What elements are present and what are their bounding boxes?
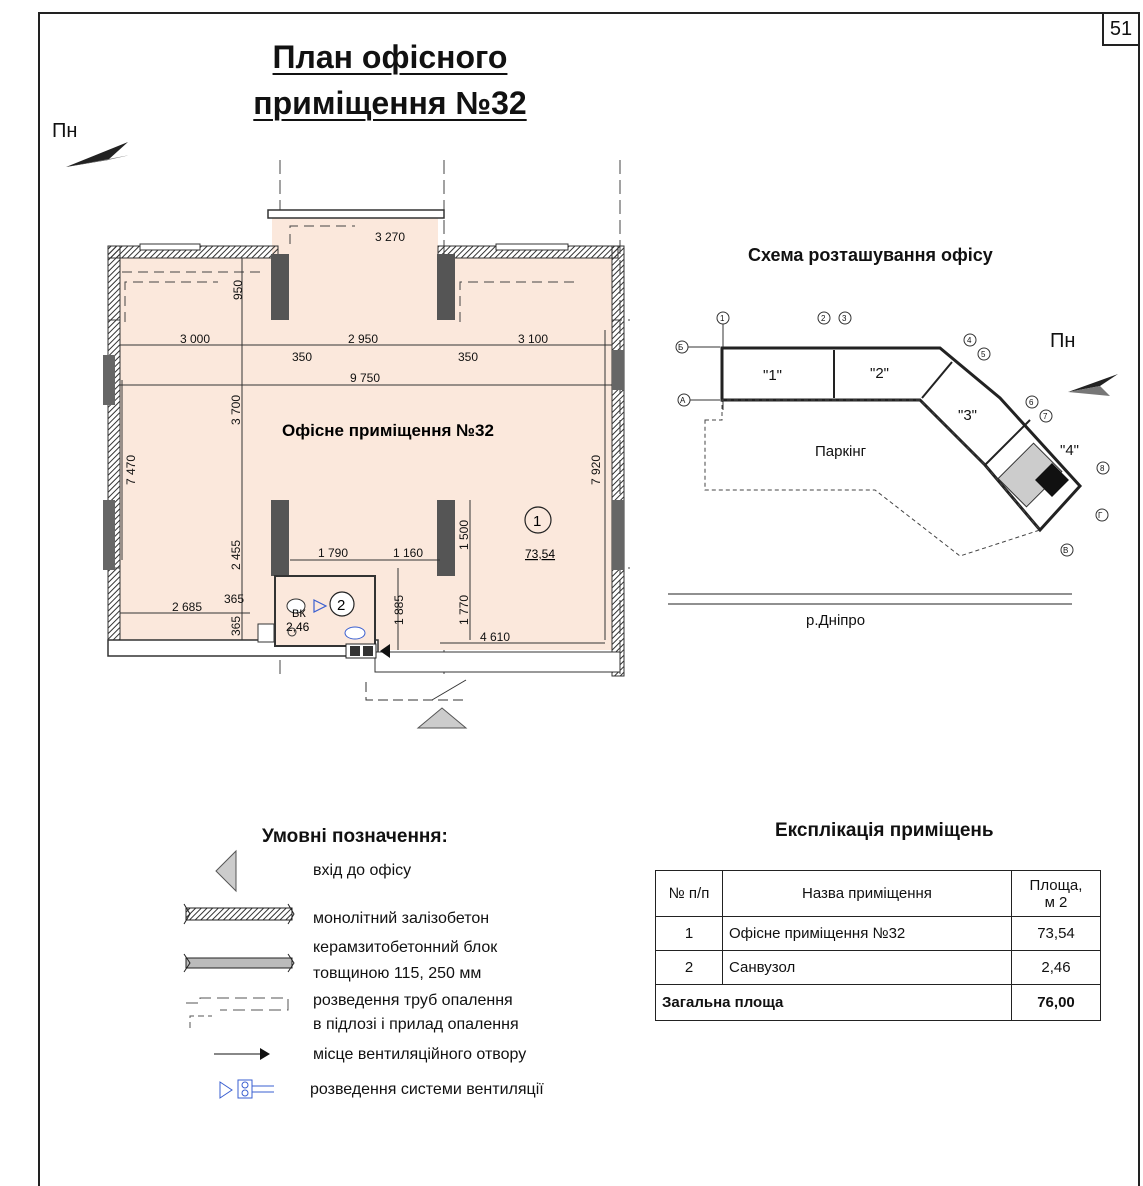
block-symbol-icon	[184, 954, 294, 972]
axis-3: 3	[842, 314, 847, 323]
legend-vent-hole-text: місце вентиляційного отвору	[313, 1046, 527, 1063]
dim-1885: 1 885	[392, 594, 406, 625]
dim-3700: 3 700	[229, 394, 243, 425]
ventilation-symbol-icon	[220, 1080, 274, 1098]
axis-1: 1	[720, 314, 725, 323]
dim-1790: 1 790	[318, 546, 349, 560]
dim-3270: 3 270	[375, 230, 406, 244]
entry-symbol-icon	[216, 851, 236, 891]
legend-concrete-text: монолітний залізобетон	[313, 910, 490, 927]
legend-heating-text-1: розведення труб опалення	[313, 992, 513, 1009]
concrete-symbol-icon	[184, 904, 294, 924]
total-row	[656, 985, 1101, 1021]
axis-2: 2	[821, 314, 826, 323]
dim-7470: 7 470	[124, 454, 138, 485]
col-header-area-1: Площа,	[1029, 876, 1083, 894]
dim-350-a: 350	[292, 350, 313, 364]
axis-a: А	[680, 396, 686, 405]
total-label: Загальна площа	[656, 985, 1012, 1021]
axis-8: 8	[1100, 464, 1105, 473]
dim-9750: 9 750	[350, 371, 381, 385]
explication-title: Експлікація приміщень	[775, 820, 994, 841]
unit-1-label: "1"	[763, 367, 782, 384]
col-header-area	[1012, 871, 1101, 917]
col-header-area-2: м 2	[1044, 893, 1068, 911]
axis-b: Б	[678, 343, 684, 352]
dim-7920: 7 920	[589, 454, 603, 485]
row2-name: Санвузол	[723, 951, 1012, 985]
axis-4: 4	[967, 336, 972, 345]
dim-1500: 1 500	[457, 519, 471, 550]
dim-1770: 1 770	[457, 594, 471, 625]
wc-label: ВК	[292, 608, 306, 620]
page-number: 51	[1102, 12, 1140, 46]
axis-6: 6	[1029, 398, 1034, 407]
row2-area: 2,46	[1012, 951, 1101, 985]
dim-2455: 2 455	[229, 539, 243, 570]
dim-2685: 2 685	[172, 600, 203, 614]
axis-g: Г	[1098, 511, 1103, 520]
dim-3100: 3 100	[518, 332, 549, 346]
table-row	[656, 917, 1101, 951]
vent-hole-symbol-icon	[214, 1048, 270, 1060]
axis-5: 5	[981, 350, 986, 359]
unit-3-label: "3"	[958, 407, 977, 424]
legend-ventilation-text: розведення системи вентиляції	[310, 1081, 544, 1098]
dim-350-b: 350	[458, 350, 479, 364]
explication-table	[655, 870, 1101, 1021]
row2-number: 2	[656, 951, 723, 985]
parking-label: Паркінг	[815, 443, 867, 460]
row1-name: Офісне приміщення №32	[723, 917, 1012, 951]
dim-950: 950	[231, 279, 245, 300]
col-header-name: Назва приміщення	[723, 871, 1012, 917]
river-label: р.Дніпро	[806, 612, 866, 629]
dim-365-a: 365	[224, 592, 245, 606]
dim-2950: 2 950	[348, 332, 379, 346]
legend-title: Умовні позначення:	[262, 826, 448, 847]
axis-7: 7	[1043, 412, 1048, 421]
dim-3000: 3 000	[180, 332, 211, 346]
col-header-number: № п/п	[656, 871, 723, 917]
scheme-title: Схема розташування офісу	[748, 245, 993, 265]
legend-entry-text: вхід до офісу	[313, 862, 412, 879]
legend-block-text-1: керамзитобетонний блок	[313, 939, 498, 956]
title-line-2: приміщення №32	[253, 85, 527, 121]
dim-365-b: 365	[229, 615, 243, 636]
unit-2-label: "2"	[870, 365, 889, 382]
axis-v: В	[1063, 546, 1069, 555]
room-label: Офісне приміщення №32	[282, 421, 494, 440]
total-value: 76,00	[1012, 985, 1101, 1021]
legend-heating-text-2: в підлозі і прилад опалення	[313, 1016, 519, 1033]
dim-1160: 1 160	[393, 546, 424, 560]
scheme-north-label: Пн	[1050, 330, 1076, 352]
legend-block-text-2: товщиною 115, 250 мм	[313, 965, 482, 982]
table-row	[656, 951, 1101, 985]
heating-symbol-icon	[186, 998, 288, 1028]
room1-number: 1	[533, 513, 542, 530]
room2-area: 2,46	[286, 620, 310, 634]
unit-4-label: "4"	[1060, 442, 1079, 459]
row1-number: 1	[656, 917, 723, 951]
room1-area: 73,54	[525, 547, 556, 561]
title-line-1: План офісного	[272, 39, 508, 75]
row1-area: 73,54	[1012, 917, 1101, 951]
dim-4610: 4 610	[480, 630, 511, 644]
north-label: Пн	[52, 120, 78, 142]
room2-number: 2	[337, 597, 346, 614]
